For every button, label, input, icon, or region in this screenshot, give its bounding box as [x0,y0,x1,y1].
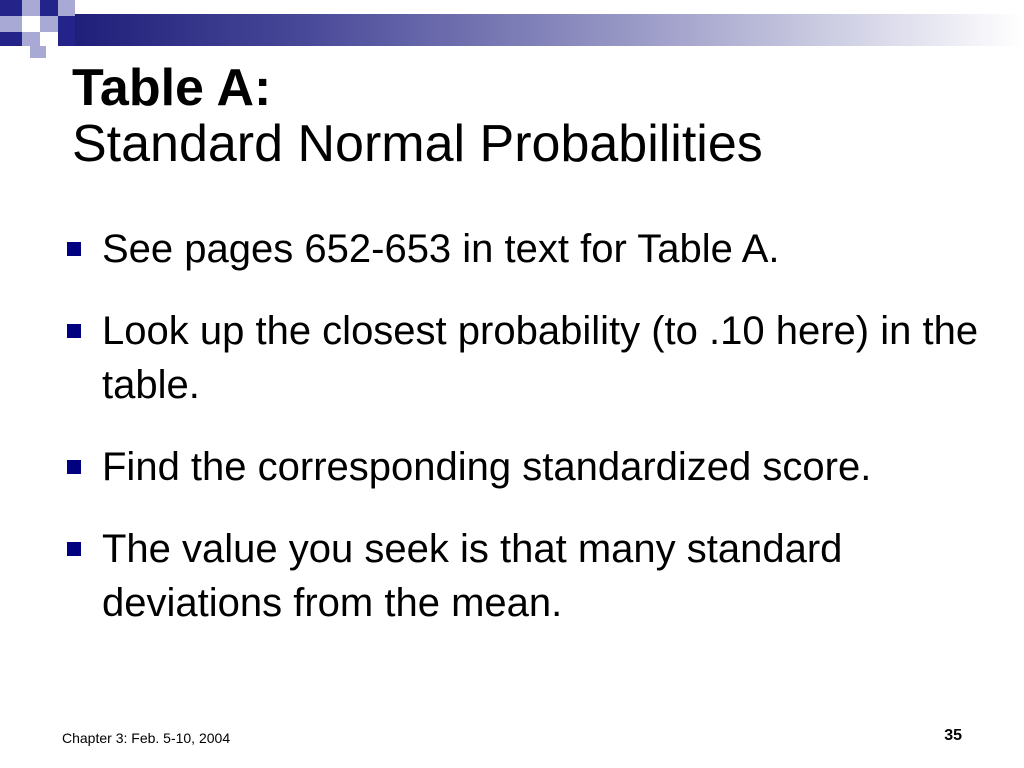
bullet-text: Find the corresponding standardized score. [102,445,872,489]
header-square-decoration [0,16,22,32]
bullet-item [64,304,1004,412]
square-bullet-icon [67,542,81,556]
square-bullet-icon [67,242,81,256]
header-square-decoration [40,16,58,32]
slide-number: 35 [944,727,962,744]
header-square-decoration [22,0,40,16]
header-square-decoration [0,32,22,46]
slide-title: Table A: [72,59,272,117]
square-bullet-icon [67,460,81,474]
bullet-text: The value you seek is that many standard deviations from the mean. [102,527,843,625]
header-square-decoration [58,16,75,46]
bullet-item [64,522,1004,630]
header-square-decoration [58,0,75,16]
bullet-list [64,222,1004,658]
header-square-decoration [0,0,22,16]
slide-subtitle: Standard Normal Probabilities [72,115,763,173]
square-bullet-icon [67,324,81,338]
bullet-item [64,222,1004,276]
header-gradient-band [75,14,1024,46]
header-square-decoration [22,32,40,46]
bullet-text: Look up the closest probability (to .10 here) in the table. [102,309,979,407]
header-square-decoration [40,0,58,16]
footer-chapter-label: Chapter 3: Feb. 5-10, 2004 [62,730,231,746]
bullet-item [64,440,1004,494]
bullet-text: See pages 652-653 in text for Table A. [102,227,780,271]
header-square-decoration [22,16,40,32]
header-square-decoration [30,46,46,58]
